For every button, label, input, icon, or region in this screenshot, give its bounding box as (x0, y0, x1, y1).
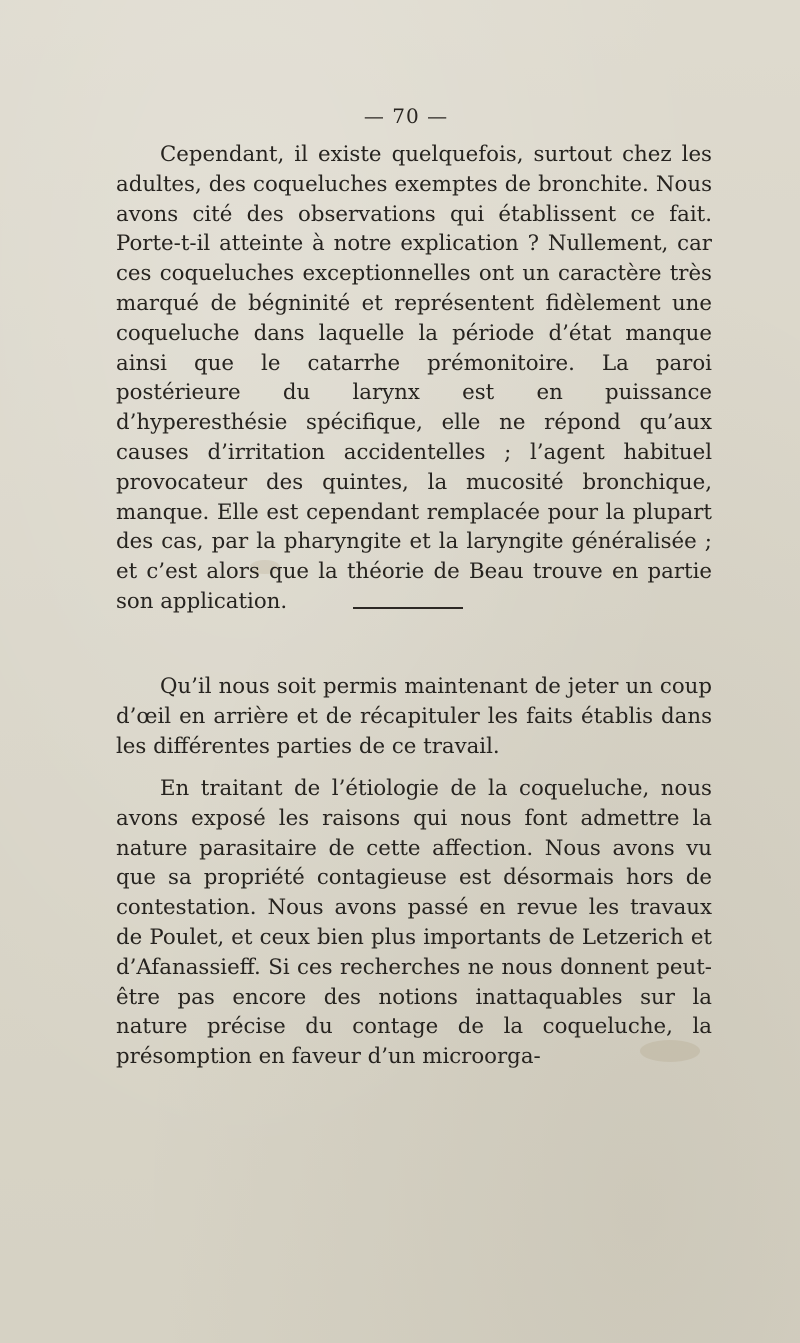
paragraph-1: Cependant, il existe quelquefois, surtout chez les adultes, des coqueluches exemptes de bronchite. Nous avons cité des observations qui établissent ce fait. Porte-t-il atteinte à notre explication ? Nullement, car ces coqueluches exceptionnelles ont un caractère très marqué de bégninité et représentent fidèlement une coqueluche dans laquelle la période d’état manque ainsi que le catarrhe prémonitoire. La paroi postérieure du larynx est en puissance d’hyperesthésie spécifique, elle ne répond qu’aux causes d’irritation accidentelles ; l’agent habituel provocateur des quintes, la mucosité bronchique, manque. Elle est cependant remplacée pour la plupart des cas, par la pharyngite et la laryngite généralisée ; et c’est alors que la théorie de Beau trouve en partie son application. (116, 142, 712, 614)
section-divider (353, 607, 463, 609)
page-number: — 70 — (363, 104, 449, 128)
paragraph-3: En traitant de l’étiologie de la coqueluche, nous avons exposé les raisons qui nous font admettre la nature parasitaire de cette affection. Nous avons vu que sa propriété contagieuse est désormais hors de contestation. Nous avons passé en revue les travaux de Poulet, et ceux bien plus importants de Letzerich et d’Afanassieff. Si ces recherches ne nous donnent peut-être pas encore des notions inattaquables sur la nature précise du contage de la coqueluche, la présomption en faveur d’un microorga- (116, 776, 712, 1070)
paragraph-2: Qu’il nous soit permis maintenant de jeter un coup d’œil en arrière et de récapituler les faits établis dans les différentes parties de ce travail. (116, 674, 712, 759)
